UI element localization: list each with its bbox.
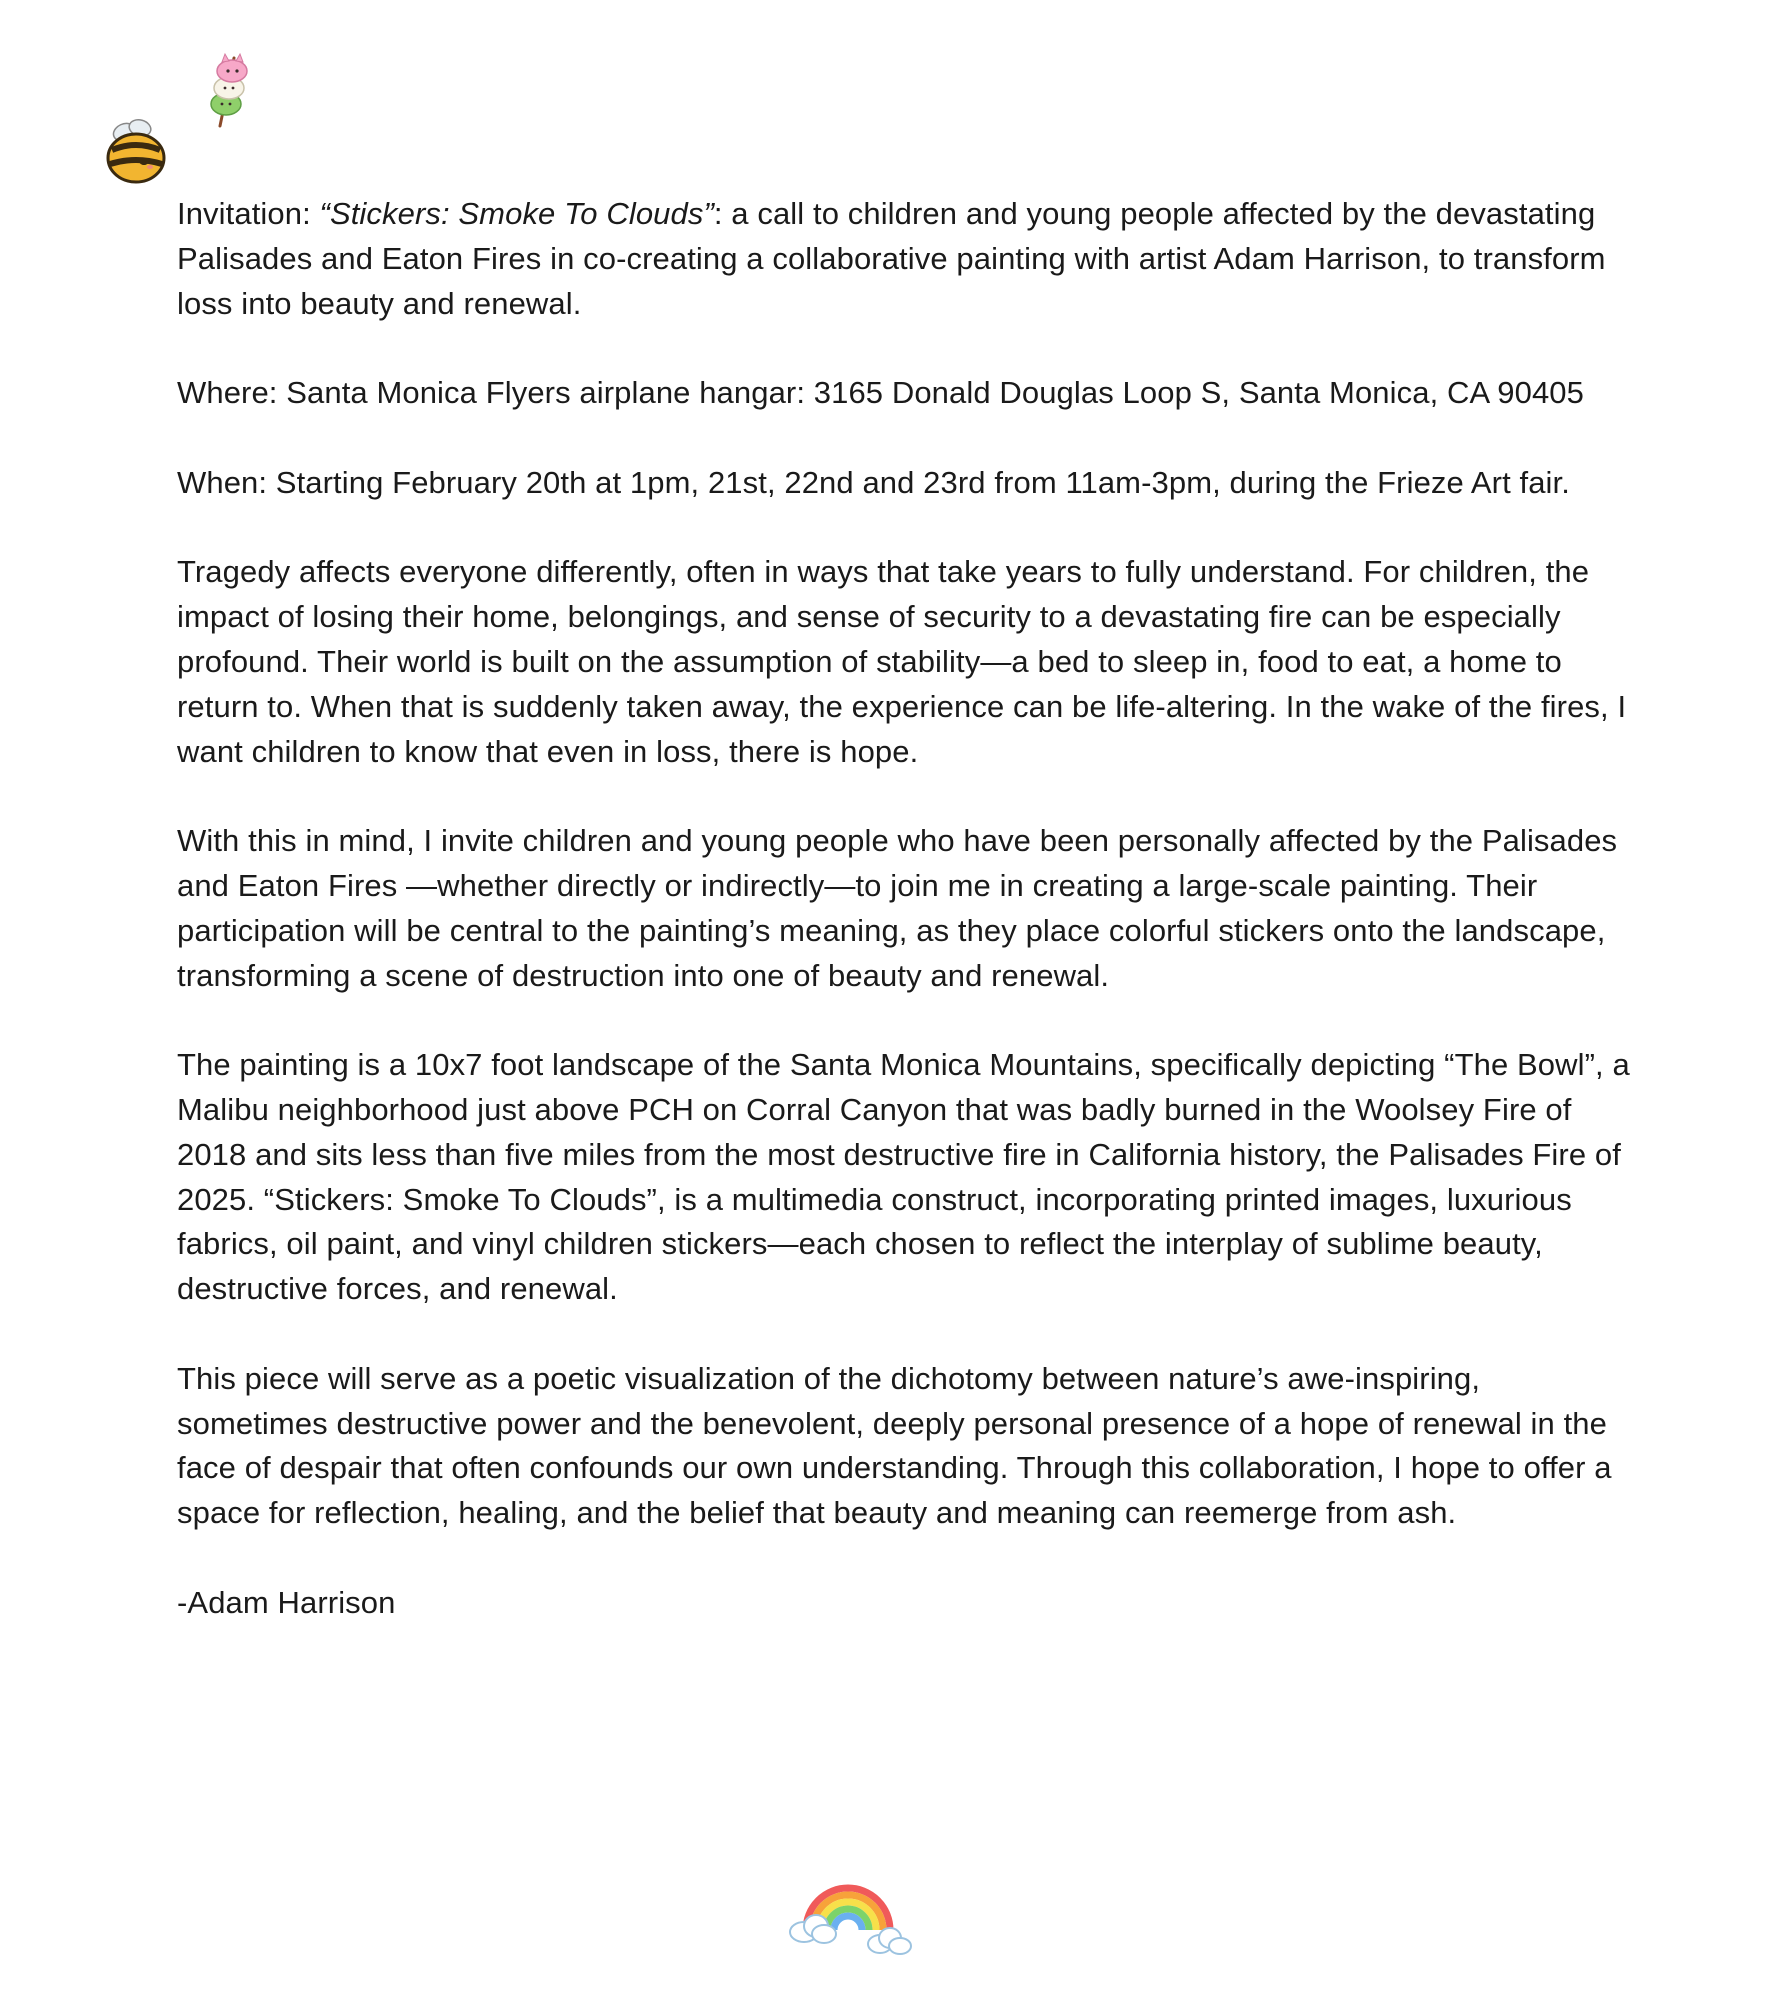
invitation-paragraph — [177, 192, 1637, 326]
invitation-text: : a call to children and young people affected by the devastating Palisades and Eaton Fires in co-creating a collaborative painting with artist Adam Harrison, to transform loss into beauty and renewal. — [177, 196, 1606, 321]
when-paragraph: When: Starting February 20th at 1pm, 21st, 22nd and 23rd from 11am-3pm, during the Frieze Art fair. — [177, 464, 1570, 500]
invitation-letter — [177, 192, 1637, 1626]
body-paragraph-3: The painting is a 10x7 foot landscape of the Santa Monica Mountains, specifically depicting “The Bowl”, a Malibu neighborhood just above PCH on Corral Canyon that was badly burned in the Woolsey Fire of 2018 and sits less than five miles from the most destructive fire in California history, the Palisades Fire of 2025. “Stickers: Smoke To Clouds”, is a multimedia construct, incorporating printed images, luxurious fabrics, oil paint, and vinyl children stickers—each chosen to reflect the interplay of sublime beauty, destructive forces, and renewal. — [177, 1047, 1630, 1307]
invitation-label: Invitation: — [177, 196, 320, 231]
where-paragraph: Where: Santa Monica Flyers airplane hangar: 3165 Donald Douglas Loop S, Santa Monica, CA 90405 — [177, 375, 1584, 411]
body-paragraph-4: This piece will serve as a poetic visualization of the dichotomy between nature’s awe-inspiring, sometimes destructive power and the benevolent, deeply personal presence of a hope of renewal in the face of despair that often confounds our own understanding. Through this collaboration, I hope to offer a space for reflection, healing, and the belief that beauty and meaning can reemerge from ash. — [177, 1360, 1612, 1531]
signature: -Adam Harrison — [177, 1584, 396, 1620]
rainbow-cloud-sticker-icon — [784, 1860, 914, 1970]
bee-sticker-icon — [100, 112, 172, 188]
body-paragraph-1: Tragedy affects everyone differently, often in ways that take years to fully understand. For children, the impact of losing their home, belongings, and sense of security to a devastating fire can be especially profound. Their world is built on the assumption of stability—a bed to sleep in, food to eat, a home to return to. When that is suddenly taken away, the experience can be life-altering. In the wake of the fires, I want children to know that even in loss, there is hope. — [177, 554, 1627, 769]
body-paragraph-2: With this in mind, I invite children and young people who have been personally affected by the Palisades and Eaton Fires —whether directly or indirectly—to join me in creating a large-scale painting. Their participation will be central to the painting’s meaning, as they place colorful stickers onto the landscape, transforming a scene of destruction into one of beauty and renewal. — [177, 823, 1618, 993]
dango-sticker-icon — [190, 44, 260, 134]
invitation-title: “Stickers: Smoke To Clouds” — [319, 196, 714, 231]
